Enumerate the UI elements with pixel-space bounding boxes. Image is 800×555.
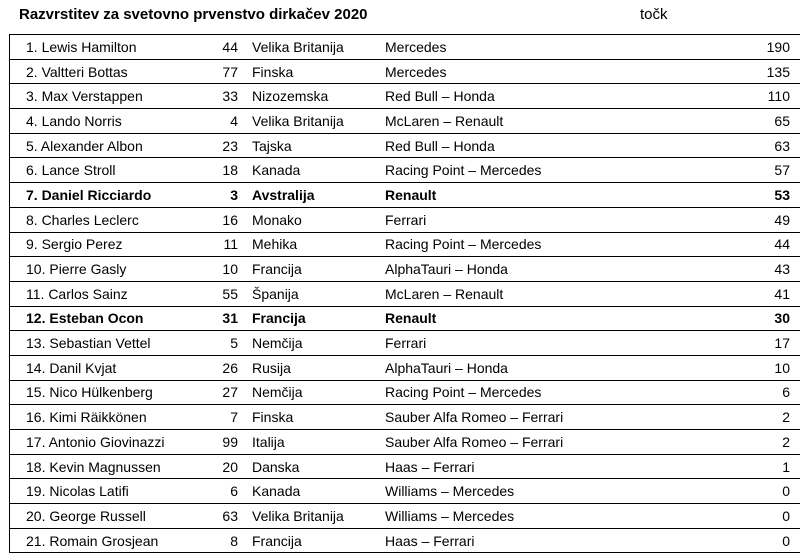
table-row [10,133,800,158]
team-cell: Haas – Ferrari [372,528,590,553]
points-cell: 30 [590,306,800,331]
standings-table [9,34,800,553]
team-cell: McLaren – Renault [372,109,590,134]
points-cell: 0 [590,504,800,529]
car-number-cell: 18 [191,158,252,183]
car-number-cell: 23 [191,133,252,158]
car-number-cell: 4 [191,109,252,134]
car-number-cell: 10 [191,257,252,282]
country-cell: Velika Britanija [252,109,372,134]
points-cell: 44 [590,232,800,257]
team-cell: AlphaTauri – Honda [372,355,590,380]
car-number-cell: 16 [191,207,252,232]
team-cell: Renault [372,183,590,208]
car-number-cell: 7 [191,405,252,430]
table-row [10,430,800,455]
table-row [10,380,800,405]
car-number-cell: 5 [191,331,252,356]
driver-name-cell: 3. Max Verstappen [10,84,192,109]
table-row [10,183,800,208]
table-row [10,207,800,232]
team-cell: Mercedes [372,35,590,60]
team-cell: Red Bull – Honda [372,84,590,109]
driver-name-cell: 16. Kimi Räikkönen [10,405,192,430]
team-cell: McLaren – Renault [372,281,590,306]
country-cell: Nizozemska [252,84,372,109]
table-row [10,355,800,380]
car-number-cell: 6 [191,479,252,504]
country-cell: Avstralija [252,183,372,208]
car-number-cell: 20 [191,454,252,479]
driver-name-cell: 1. Lewis Hamilton [10,35,192,60]
points-column-header: točk [640,6,668,23]
country-cell: Rusija [252,355,372,380]
points-cell: 0 [590,528,800,553]
car-number-cell: 31 [191,306,252,331]
team-cell: Red Bull – Honda [372,133,590,158]
points-cell: 43 [590,257,800,282]
points-cell: 41 [590,281,800,306]
points-cell: 57 [590,158,800,183]
table-row [10,232,800,257]
table-row [10,281,800,306]
team-cell: Ferrari [372,331,590,356]
driver-name-cell: 9. Sergio Perez [10,232,192,257]
points-cell: 190 [590,35,800,60]
driver-name-cell: 15. Nico Hülkenberg [10,380,192,405]
table-row [10,331,800,356]
points-cell: 110 [590,84,800,109]
points-cell: 10 [590,355,800,380]
points-cell: 2 [590,430,800,455]
country-cell: Nemčija [252,380,372,405]
points-cell: 49 [590,207,800,232]
country-cell: Italija [252,430,372,455]
country-cell: Nemčija [252,331,372,356]
driver-name-cell: 7. Daniel Ricciardo [10,183,192,208]
team-cell: Williams – Mercedes [372,479,590,504]
points-cell: 1 [590,454,800,479]
driver-name-cell: 21. Romain Grosjean [10,528,192,553]
country-cell: Finska [252,405,372,430]
points-cell: 63 [590,133,800,158]
points-cell: 135 [590,59,800,84]
car-number-cell: 11 [191,232,252,257]
driver-name-cell: 20. George Russell [10,504,192,529]
driver-name-cell: 8. Charles Leclerc [10,207,192,232]
table-row [10,158,800,183]
car-number-cell: 77 [191,59,252,84]
table-row [10,109,800,134]
table-row [10,59,800,84]
team-cell: Sauber Alfa Romeo – Ferrari [372,405,590,430]
car-number-cell: 55 [191,281,252,306]
driver-name-cell: 2. Valtteri Bottas [10,59,192,84]
country-cell: Francija [252,257,372,282]
team-cell: Racing Point – Mercedes [372,232,590,257]
driver-name-cell: 11. Carlos Sainz [10,281,192,306]
team-cell: Mercedes [372,59,590,84]
country-cell: Kanada [252,158,372,183]
country-cell: Francija [252,528,372,553]
driver-name-cell: 19. Nicolas Latifi [10,479,192,504]
team-cell: Williams – Mercedes [372,504,590,529]
car-number-cell: 3 [191,183,252,208]
car-number-cell: 27 [191,380,252,405]
standings-table-body [10,35,800,553]
team-cell: Sauber Alfa Romeo – Ferrari [372,430,590,455]
country-cell: Monako [252,207,372,232]
table-row [10,454,800,479]
driver-name-cell: 18. Kevin Magnussen [10,454,192,479]
car-number-cell: 99 [191,430,252,455]
team-cell: Racing Point – Mercedes [372,158,590,183]
table-row [10,35,800,60]
country-cell: Kanada [252,479,372,504]
table-row [10,306,800,331]
table-row [10,405,800,430]
page-title: Razvrstitev za svetovno prvenstvo dirkačev 2020 [19,6,368,23]
car-number-cell: 26 [191,355,252,380]
points-cell: 6 [590,380,800,405]
country-cell: Danska [252,454,372,479]
points-cell: 0 [590,479,800,504]
table-row [10,479,800,504]
table-row [10,84,800,109]
driver-name-cell: 12. Esteban Ocon [10,306,192,331]
car-number-cell: 33 [191,84,252,109]
table-row [10,504,800,529]
country-cell: Francija [252,306,372,331]
country-cell: Mehika [252,232,372,257]
car-number-cell: 8 [191,528,252,553]
driver-name-cell: 4. Lando Norris [10,109,192,134]
points-cell: 17 [590,331,800,356]
team-cell: AlphaTauri – Honda [372,257,590,282]
country-cell: Tajska [252,133,372,158]
country-cell: Velika Britanija [252,504,372,529]
points-cell: 65 [590,109,800,134]
driver-name-cell: 6. Lance Stroll [10,158,192,183]
country-cell: Velika Britanija [252,35,372,60]
team-cell: Renault [372,306,590,331]
driver-name-cell: 13. Sebastian Vettel [10,331,192,356]
team-cell: Haas – Ferrari [372,454,590,479]
driver-name-cell: 5. Alexander Albon [10,133,192,158]
country-cell: Španija [252,281,372,306]
table-row [10,257,800,282]
table-row [10,528,800,553]
driver-name-cell: 14. Danil Kvjat [10,355,192,380]
driver-name-cell: 10. Pierre Gasly [10,257,192,282]
country-cell: Finska [252,59,372,84]
car-number-cell: 63 [191,504,252,529]
team-cell: Racing Point – Mercedes [372,380,590,405]
car-number-cell: 44 [191,35,252,60]
team-cell: Ferrari [372,207,590,232]
points-cell: 53 [590,183,800,208]
points-cell: 2 [590,405,800,430]
driver-name-cell: 17. Antonio Giovinazzi [10,430,192,455]
